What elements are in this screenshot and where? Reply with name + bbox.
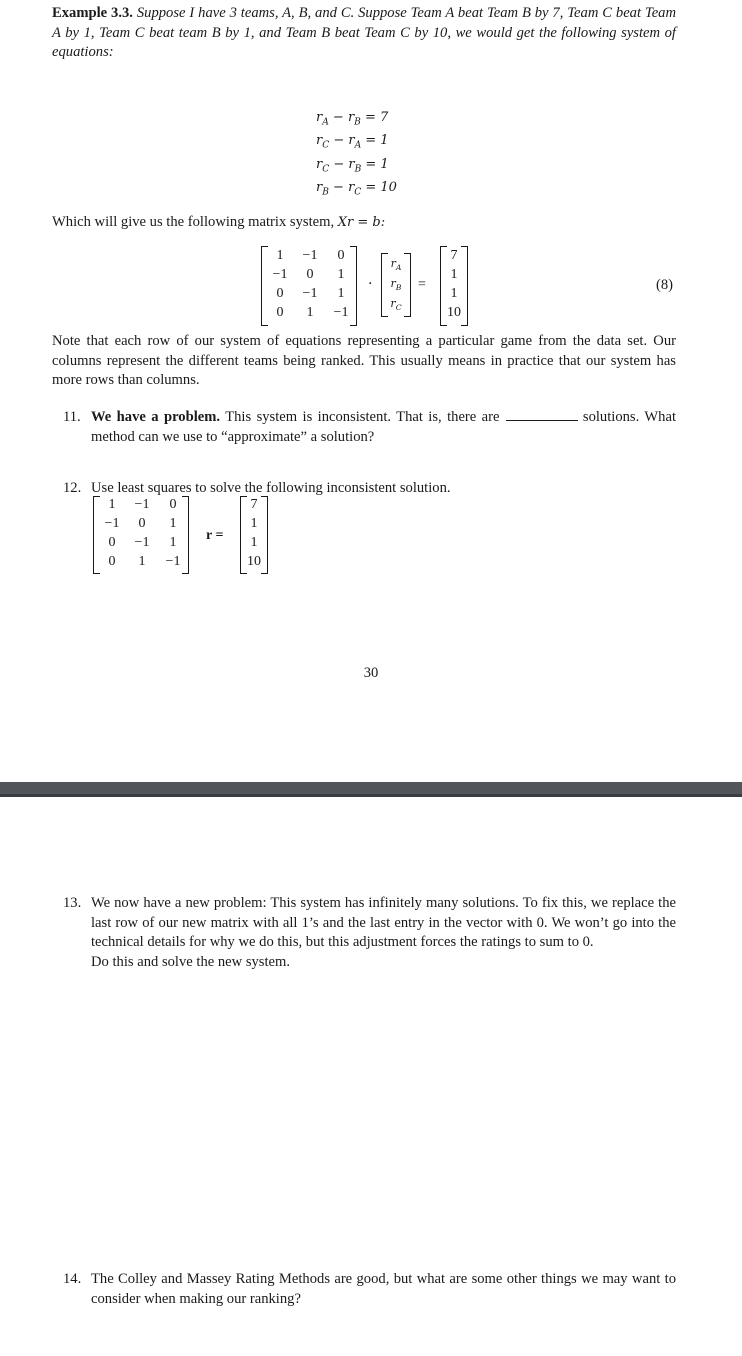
vector-b-cell: 1 bbox=[250, 535, 258, 550]
matrix-cell: 0 bbox=[108, 554, 116, 569]
example-text: Suppose I have 3 teams, A, B, and C. Suppose Team A beat Team B by 7, Team C beat Team A by 1, Team C beat team B by 1, and Team B beat Team C by 10, we would get the following system of equations: bbox=[52, 5, 677, 61]
vector-r-cell: $r_B$ bbox=[390, 277, 402, 293]
equation-3: $r_C - r_B = 1$ bbox=[316, 157, 389, 175]
vector-b bbox=[440, 246, 468, 326]
question-number: 14. bbox=[63, 1271, 82, 1287]
vector-b-cell: 7 bbox=[250, 497, 258, 512]
matrix-cell: 1 bbox=[306, 305, 314, 320]
matrix-intro-text: Which will give us the following matrix system, bbox=[52, 214, 338, 230]
matrix-cell: 0 bbox=[337, 248, 345, 263]
note-paragraph bbox=[52, 332, 676, 391]
matrix-cell: 0 bbox=[138, 516, 146, 531]
matrix-cell: 0 bbox=[169, 497, 177, 512]
example-label: Example 3.3. bbox=[52, 5, 133, 21]
question-14-text: The Colley and Massey Rating Methods are good, but what are some other things we may want to consider when making our ranking? bbox=[91, 1271, 676, 1307]
example-paragraph bbox=[52, 4, 676, 63]
r-label: r = bbox=[206, 528, 224, 543]
vector-b-q12 bbox=[240, 496, 268, 574]
question-14 bbox=[63, 1270, 676, 1309]
vector-b-cell: 10 bbox=[247, 554, 261, 569]
matrix-cell: −1 bbox=[272, 267, 288, 282]
matrix-cell: 1 bbox=[276, 248, 284, 263]
document-page-2 bbox=[0, 797, 742, 1356]
matrix-cell: −1 bbox=[165, 554, 181, 569]
matrix-cell: 1 bbox=[138, 554, 146, 569]
question-11-bold: We have a problem. bbox=[91, 409, 221, 425]
question-number: 13. bbox=[63, 895, 82, 911]
matrix-intro bbox=[52, 213, 676, 233]
matrix-x-q12 bbox=[93, 496, 189, 574]
matrix-cell: 1 bbox=[337, 267, 345, 282]
vector-b-cell: 1 bbox=[450, 286, 458, 301]
matrix-intro-math: Xr = b: bbox=[337, 215, 386, 230]
matrix-cell: −1 bbox=[302, 248, 318, 263]
matrix-cell: −1 bbox=[104, 516, 120, 531]
matrix-cell: 0 bbox=[306, 267, 314, 282]
vector-r-cell: $r_A$ bbox=[390, 257, 402, 273]
matrix-cell: 1 bbox=[169, 516, 177, 531]
matrix-cell: −1 bbox=[333, 305, 349, 320]
vector-r bbox=[381, 253, 411, 317]
matrix-cell: 1 bbox=[108, 497, 116, 512]
question-11-text2: solutions. What method can we use to “approximate” a solution? bbox=[91, 409, 677, 445]
vector-b-cell: 1 bbox=[250, 516, 258, 531]
equation-number: (8) bbox=[656, 277, 674, 293]
equation-4: $r_B - r_C = 10$ bbox=[316, 180, 397, 198]
question-13-text2: Do this and solve the new system. bbox=[91, 953, 291, 970]
equation-2: $r_C - r_A = 1$ bbox=[316, 133, 389, 151]
matrix-cell: −1 bbox=[302, 286, 318, 301]
vector-b-cell: 10 bbox=[447, 305, 461, 320]
equals-sign: = bbox=[418, 277, 426, 292]
matrix-x bbox=[261, 246, 357, 326]
vector-b-cell: 1 bbox=[450, 267, 458, 282]
question-number: 12. bbox=[63, 480, 82, 496]
matrix-cell: 0 bbox=[108, 535, 116, 550]
question-13-text: We now have a new problem: This system has infinitely many solutions. To fix this, we replace the last row of our new matrix with all 1’s and the last entry in the vector with 0. We won’t go into the technical details for why we do this, but this adjustment forces the ratings to sum to 0. bbox=[91, 895, 676, 951]
question-11 bbox=[63, 408, 676, 447]
question-number: 11. bbox=[63, 409, 81, 425]
vector-b-cell: 7 bbox=[450, 248, 458, 263]
question-11-text: This system is inconsistent. That is, there are bbox=[225, 409, 500, 425]
dot-operator: · bbox=[368, 276, 373, 292]
note-text: Note that each row of our system of equations representing a particular game from the data set. Our columns represent the different teams being ranked. This usually means in practice that our system has more rows than columns. bbox=[52, 333, 676, 389]
answer-blank[interactable] bbox=[506, 420, 578, 421]
page-number: 30 bbox=[363, 665, 379, 681]
matrix-cell: 1 bbox=[169, 535, 177, 550]
matrix-cell: −1 bbox=[134, 497, 150, 512]
equation-1: $r_A - r_B = 7$ bbox=[316, 110, 389, 128]
question-13 bbox=[63, 894, 676, 972]
question-12-text: Use least squares to solve the following inconsistent solution. bbox=[91, 480, 451, 496]
vector-r-cell: $r_C$ bbox=[390, 297, 402, 313]
matrix-cell: 0 bbox=[276, 305, 284, 320]
page-separator bbox=[0, 782, 742, 797]
matrix-cell: 1 bbox=[337, 286, 345, 301]
matrix-cell: 0 bbox=[276, 286, 284, 301]
matrix-cell: −1 bbox=[134, 535, 150, 550]
